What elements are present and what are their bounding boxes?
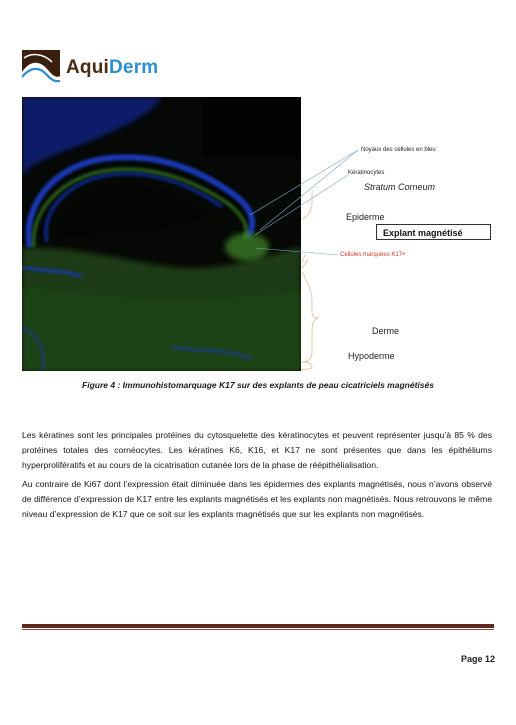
footer-rule xyxy=(22,624,494,628)
logo-wave-icon xyxy=(22,50,60,86)
annotation-dermis: Derme xyxy=(372,326,400,336)
logo-text: AquiDerm xyxy=(66,57,159,78)
annotation-nuclei: Noyaux des cellules en bleu xyxy=(361,147,436,153)
explant-label-box: Explant magnétisé xyxy=(376,224,491,240)
aquiderm-logo xyxy=(22,50,158,86)
fluorescence-micrograph xyxy=(22,97,301,371)
annotation-stratum-corneum: Stratum Corneum xyxy=(364,182,436,192)
annotation-epidermis: Epiderme xyxy=(346,212,385,222)
figure-caption: Figure 4 : Immunohistomarquage K17 sur des explants de peau cicatriciels magnétisés xyxy=(82,380,434,390)
annotation-k17-cells: Cellules marquées K17+ xyxy=(340,252,406,258)
annotation-hypodermis: Hypoderme xyxy=(348,351,395,361)
body-paragraph-2: Au contraire de Ki67 dont l’expression était diminuée dans les épidermes des explants magnétisés, nous n’avons observé de différence d’expression de K17 entre les explants magnétisés et les explants non magnétisés. Nous retrouvons le même niveau d’expression de K17 que ce soit sur les explants magnétisés que sur les explants non magnétisés. xyxy=(22,479,492,519)
page-number: Page 12 xyxy=(461,654,496,664)
annotation-keratinocytes: Kératinocytes xyxy=(348,170,385,176)
body-paragraph-1: Les kératines sont les principales protéines du cytosquelette des kératinocytes et peuvent représenter jusqu’à 85 % des protéines totales des cornéocytes. Les kératines K6, K16, et K17 ne sont présentes que dans les épithéliums hyperprolifératifs et au cours de la cicatrisation cutanée lors de la phase de réépithélialisation. xyxy=(22,430,492,470)
